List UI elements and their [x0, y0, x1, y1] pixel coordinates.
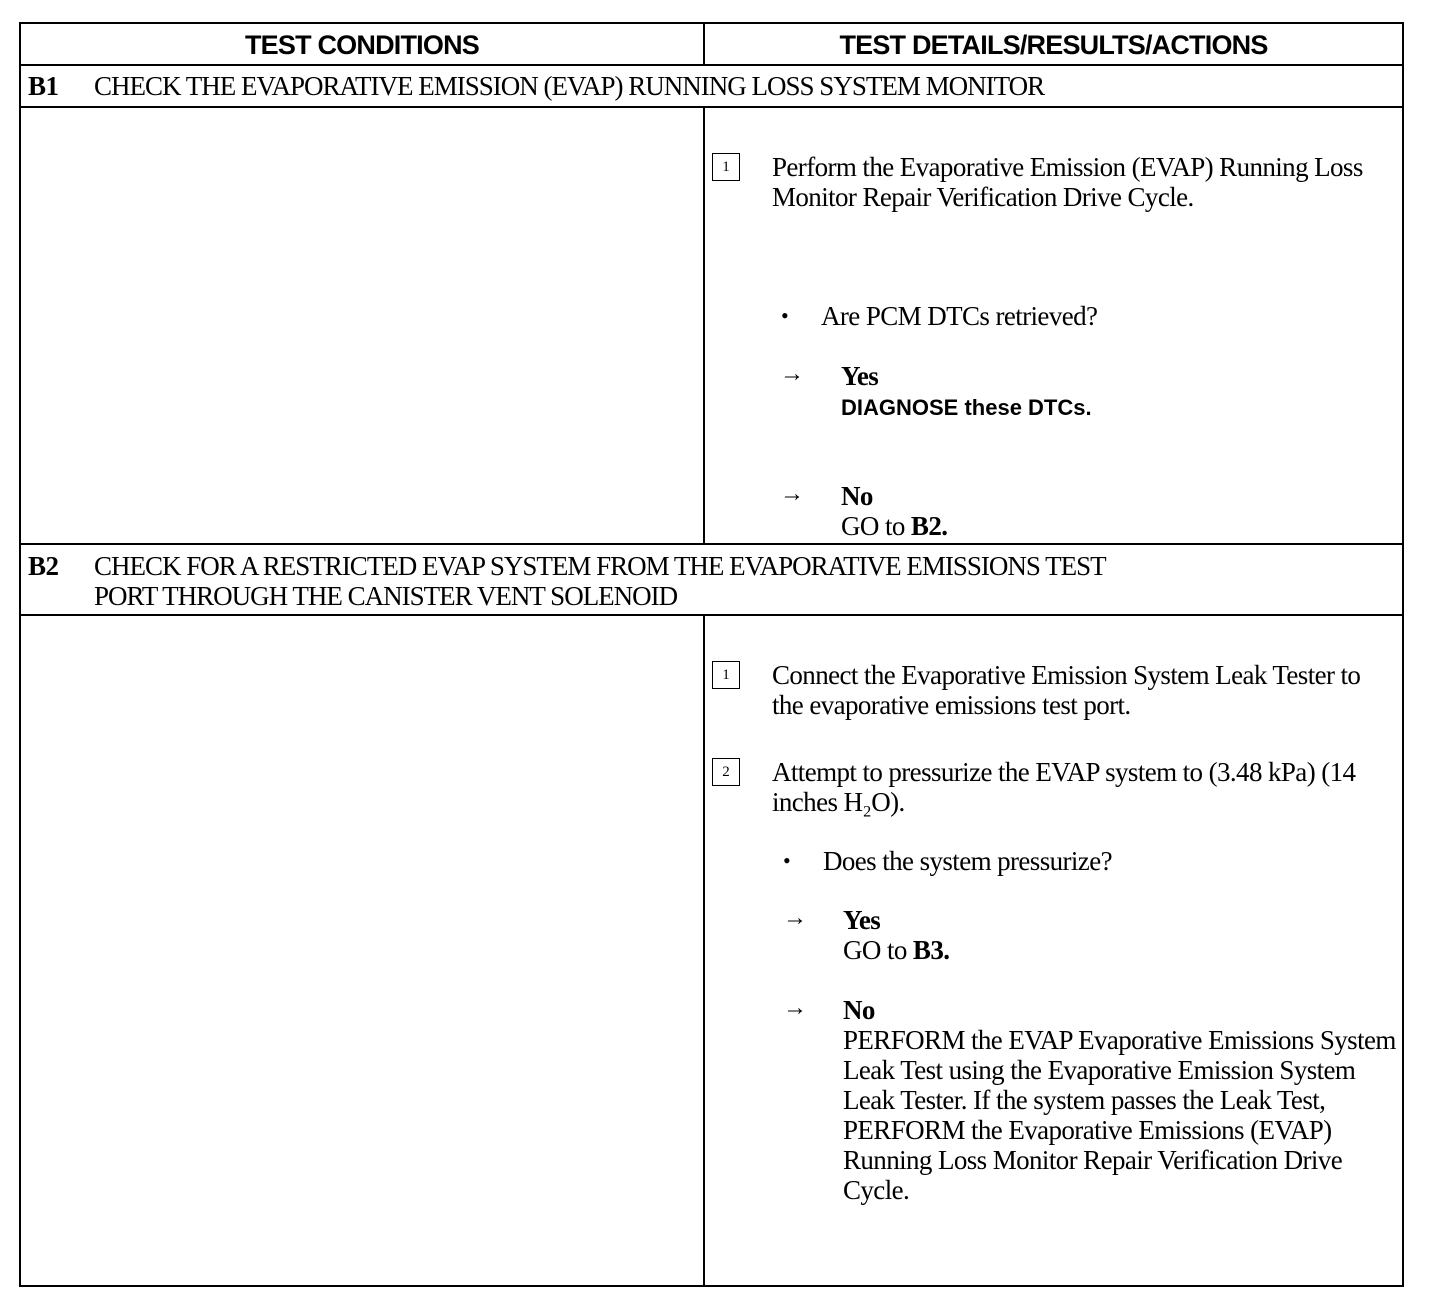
no-action: PERFORM the EVAP Evaporative Emissions System Leak Test using the Evaporative Emission System Leak Tester. If the system passes the Leak Test, PERFORM the Evaporative Emissions (EVAP) Running Loss Monitor Repair Verification Drive Cycle.: [843, 1025, 1396, 1205]
test-details-header: TEST DETAILS/RESULTS/ACTIONS: [839, 30, 1268, 60]
no-action-text: GO to: [841, 511, 905, 541]
no-action: [841, 511, 947, 541]
test-conditions-header: TEST CONDITIONS: [21, 24, 705, 64]
bullet-icon: •: [783, 848, 791, 873]
no-label: No: [843, 995, 875, 1025]
bullet-icon: •: [781, 303, 789, 328]
step-b1-title-row: [21, 66, 1402, 108]
step-b1-id: B1: [28, 71, 59, 101]
arrow-right-icon: →: [780, 361, 804, 387]
yes-label: Yes: [841, 361, 879, 391]
step-b1-body: [21, 108, 1402, 545]
step-b2-id: B2: [28, 551, 59, 581]
step-instruction: Connect the Evaporative Emission System Leak Tester to the evaporative emissions test port.: [772, 660, 1361, 720]
step-b2-body: [21, 616, 1402, 1285]
diagnostic-table: [19, 22, 1404, 1287]
arrow-right-icon: →: [780, 481, 804, 507]
table-header-row: [21, 24, 1402, 66]
yes-action-target: B3.: [912, 935, 950, 965]
step-number-box: 2: [712, 758, 740, 786]
yes-action: DIAGNOSE these DTCs.: [841, 395, 1092, 420]
step-b2-title-line2: PORT THROUGH THE CANISTER VENT SOLENOID: [94, 581, 678, 611]
arrow-right-icon: →: [783, 995, 807, 1021]
arrow-right-icon: →: [783, 905, 807, 931]
step-instruction: Perform the Evaporative Emission (EVAP) Running Loss Monitor Repair Verification Drive Cycle.: [772, 152, 1363, 212]
step-question: Are PCM DTCs retrieved?: [821, 301, 1098, 331]
step-question: Does the system pressurize?: [823, 846, 1112, 876]
column-divider: [703, 616, 705, 1285]
no-label: No: [841, 481, 873, 511]
step-number-box: 1: [712, 153, 740, 181]
yes-action: [843, 935, 949, 965]
step-instruction: Attempt to pressurize the EVAP system to (3.48 kPa) (14 inches H₂O).: [772, 757, 1356, 817]
yes-action-text: GO to: [843, 935, 907, 965]
column-divider: [703, 108, 705, 543]
step-b2-title-row: [21, 545, 1402, 616]
step-b1-title: CHECK THE EVAPORATIVE EMISSION (EVAP) RUNNING LOSS SYSTEM MONITOR: [94, 71, 1045, 101]
step-number-box: 1: [712, 661, 740, 689]
yes-label: Yes: [843, 905, 881, 935]
step-b2-title-line1: CHECK FOR A RESTRICTED EVAP SYSTEM FROM THE EVAPORATIVE EMISSIONS TEST: [94, 551, 1106, 581]
no-action-target: B2.: [910, 511, 948, 541]
